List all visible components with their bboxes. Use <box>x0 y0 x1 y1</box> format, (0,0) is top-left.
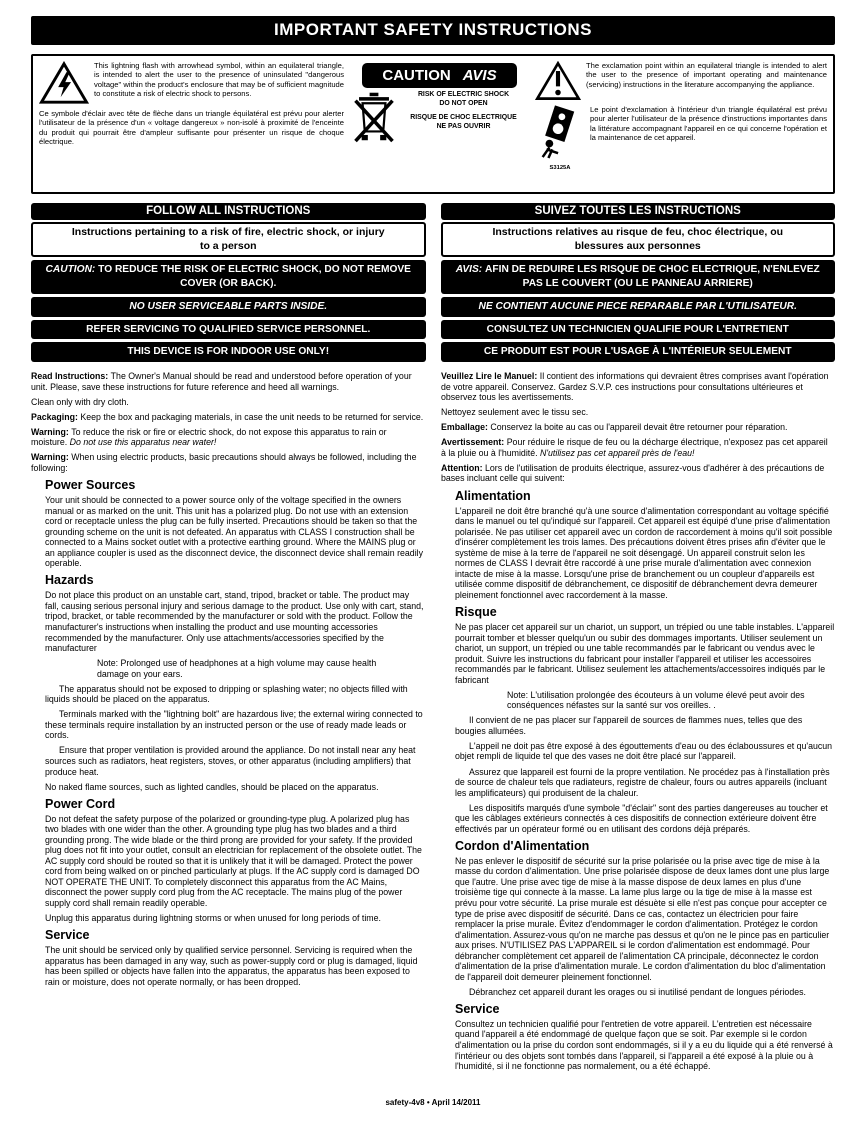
instructions-subtitle-en: Instructions pertaining to a risk of fire, electric shock, or injury to a person <box>31 222 426 257</box>
warning-statement-box: CAUTION: TO REDUCE THE RISK OF ELECTRIC SHOCK, DO NOT REMOVE COVER (OR BACK). <box>31 260 426 294</box>
body-paragraph: Ne pas placer cet appareil sur un chariot, un support, un trépied ou une table instables. L'appareil pourrait tomber et blesser quelqu'un ou subir des dommages importants. Utiliser seulement un chariot, un support, un trépied ou une table recommandés par le fabricant ou vendus avec le produit. Suivre les instructions du fabricant pour installer l'appareil et utiliser les accessoires recommandés par le fabricant. Utilisez seulement les attachements/accessoires indiqués par le fabricant <box>455 621 835 685</box>
body-paragraph: Emballage: Conservez la boite au cas ou l'appareil devait être retourner pour réparation. <box>441 422 788 433</box>
instructions-headers <box>31 203 835 362</box>
weee-bin-icon <box>352 91 396 154</box>
warning-statement-box: REFER SERVICING TO QUALIFIED SERVICE PERSONNEL. <box>31 320 426 340</box>
suivez-instructions-bar: SUIVEZ TOUTES LES INSTRUCTIONS <box>441 203 836 220</box>
care-icon-label: S3125A <box>549 165 571 171</box>
warning-statement-box: CONSULTEZ UN TECHNICIEN QUALIFIE POUR L'ENTRETIENT <box>441 320 836 340</box>
caution-word: CAUTION <box>382 67 451 84</box>
body-paragraph: Note: Prolonged use of headphones at a high volume may cause health damage on your ears. <box>97 658 377 679</box>
follow-all-instructions-bar: FOLLOW ALL INSTRUCTIONS <box>31 203 426 220</box>
exclamation-warning-section <box>535 61 827 187</box>
section-heading: Power Cord <box>45 796 116 811</box>
lightning-warning-section <box>39 61 344 187</box>
warning-statement-box: NE CONTIENT AUCUNE PIECE REPARABLE PAR L'UTILISATEUR. <box>441 297 836 317</box>
lightning-triangle-icon <box>39 61 89 105</box>
page-title: IMPORTANT SAFETY INSTRUCTIONS <box>31 16 835 45</box>
body-column-french <box>441 371 835 1076</box>
warning-statement-boxes-en <box>31 260 426 362</box>
body-paragraph: L'appeil ne doit pas être exposé à des égouttements d'eau ou des éclaboussures et qu'aucun objet rempli de liquide tel que des vases ne doit être placé sur l'appareil. <box>455 740 833 762</box>
warning-statement-box: CE PRODUIT EST POUR L'USAGE À L'INTÉRIEUR SEULEMENT <box>441 342 836 362</box>
body-paragraph: The apparatus should not be exposed to dripping or splashing water; no objects filled with liquids should be placed on the apparatus. <box>45 683 408 705</box>
body-paragraph: Assurez que lappareil est fourni de la propre ventilation. Ne procédez pas à l'installation près de source de chaleur tels que radiateurs, registre de chaleur, fours ou autres appareils (incluant les amplificateurs) qui produisent de la chaleur. <box>455 766 830 798</box>
body-paragraph: Avertissement: Pour réduire le risque de feu ou la décharge électrique, n'exposez pas cet appareil à la pluie ou à l'humidité. N'utilisez pas cet appareil près de l'eau! <box>441 437 828 458</box>
body-paragraph: Warning: When using electric products, basic precautions should always be followed, including the following: <box>31 452 417 473</box>
warning-panel <box>31 54 835 194</box>
warning-statement-box: THIS DEVICE IS FOR INDOOR USE ONLY! <box>31 342 426 362</box>
exclamation-text-fr: Le point d'exclamation à l'intérieur d'un triangle équilatéral est prévu pour alerter l'utilisateur de la présence d'instructions importantes dans la littérature accompagnant l'appareil en ce qui concerne l'opération et la maintenance de cet appareil. <box>590 105 827 142</box>
body-paragraph: L'appareil ne doit être branché qu'à une source d'alimentation correspondant au voltage spécifié dans le manuel ou tel qu'indiqué sur l'appareil. Cet appareil est équipé d'une prise d'alimentation polarisée. Ne pas utiliser cet appareil avec un cordon de raccordement à moins qu'il soit possible d'insérer complètement les trois lames. Des précautions doivent êtres prises afin d'éviter que le système de mise à la terre de l'appareil ne soit désengagé. Un appareil construit selon les normes de CLASS I devrait être raccordé à une prise murale d'alimentation avec connexion intacte de mise à la masse. Lorsqu'une prise de branchement ou un coupleur d'appareils est utilisée comme dispositif de débranchement, ce dispositif de débranchement devra demeurer pleinement fonctionnel avec raccordement à la masse. <box>455 505 833 600</box>
section-heading: Alimentation <box>455 488 531 503</box>
instructions-subtitle-fr: Instructions relatives au risque de feu, choc électrique, ou blessures aux personnes <box>441 222 836 257</box>
suivez-instructions-column <box>441 203 836 362</box>
body-paragraph: The unit should be serviced only by qualified service personnel. Servicing is required when the apparatus has been damaged in any way, such as power-supply cord or plug is damaged, liquid has been spilled or objects have fallen into the apparatus, the apparatus has been exposed to rain or moisture, does not operate normally, or has been dropped. <box>45 945 418 987</box>
section-heading: Cordon d'Alimentation <box>455 838 590 853</box>
risk-of-shock-text-fr: RISQUE DE CHOC ELECTRIQUE <box>410 113 517 121</box>
body-paragraph: Ensure that proper ventilation is provided around the appliance. Do not install near any heat sources such as radiators, heat registers, stoves, or other apparatus (including amplifiers) that produce heat. <box>45 745 416 777</box>
body-paragraph: Your unit should be connected to a power source only of the voltage specified in the owners manual or as marked on the unit. This unit has a polarized plug. Do not use with an extension cord or receptacle unless the plug can be fully inserted. Precautions should be taken so that the grounding scheme on the unit is not defeated. An apparatus with CLASS I construction shall be connected to a Mains socket outlet with a protective earthing ground. Where the MAINS plug or an appliance coupler is used as the disconnect device, the disconnect device shall remain readily operable. <box>45 494 423 569</box>
section-heading: Risque <box>455 604 497 619</box>
lightning-text-en: This lightning flash with arrowhead symbol, within an equilateral triangle, is intended to alert the user to the presence of uninsulated "dangerous voltage" within the product's enclosure that may be of sufficient magnitude to constitute a risk of electric shock to persons. <box>94 61 344 98</box>
warning-statement-box: NO USER SERVICEABLE PARTS INSIDE. <box>31 297 426 317</box>
body-paragraph: Note: L'utilisation prolongée des écouteurs à un volume élevé peut avoir des conséquences néfastes sur la santé sur vos oreilles. . <box>507 689 805 711</box>
body-paragraph: Unplug this apparatus during lightning storms or when unused for long periods of time. <box>45 913 381 924</box>
caution-section <box>352 61 527 187</box>
section-heading: Service <box>455 1001 500 1016</box>
do-not-open-text-fr: NE PAS OUVRIR <box>436 122 491 130</box>
body-paragraph: Clean only with dry cloth. <box>31 396 129 407</box>
tip-over-hazard-icon <box>538 146 582 163</box>
body-column-english <box>31 371 425 1076</box>
body-paragraph: Veuillez Lire le Manuel: Il contient des informations qui devraient êtres comprises avant l'opération de votre appareil. Conservez. Gardez S.V.P. ces instructions pour consultations ultérieures et observez tous les avertissements. <box>441 371 829 403</box>
follow-all-instructions-column <box>31 203 426 362</box>
warning-statement-boxes-fr <box>441 260 836 362</box>
avis-word: AVIS <box>462 67 497 84</box>
body-text <box>31 371 835 1076</box>
warning-statement-box: AVIS: AFIN DE REDUIRE LES RISQUE DE CHOC ELECTRIQUE, N'ENLEVEZ PAS LE COUVERT (OU LE PANNEAU ARRIERE) <box>441 260 836 294</box>
body-paragraph: Read Instructions: The Owner's Manual should be read and understood before operation of your unit. Please, save these instructions for future reference and heed all warnings. <box>31 371 412 392</box>
body-paragraph: Do not place this product on an unstable cart, stand, tripod, bracket or table. The product may fall, causing serious personal injury and serious damage to the product. Use only with cart, stand, tripod, bracket, or table recommended by the manufacturer or sold with the product. Follow the manufacturer's instructions when installing the product and use mounting accessories recommended by the manufacturer. Only use attachments/accessories specified by the manufacturer <box>45 590 424 654</box>
caution-avis-box <box>362 63 517 88</box>
body-paragraph: Nettoyez seulement avec le tissu sec. <box>441 407 589 418</box>
page-footer: safety-4v8 • April 14/2011 <box>385 1098 481 1107</box>
body-paragraph: Attention: Lors de l'utilisation de produits électrique, assurez-vous d'adhérer à des précautions de bases incluant celle qui suivent: <box>441 462 825 484</box>
exclamation-triangle-icon <box>535 61 581 101</box>
body-paragraph: Consultez un technicien qualifié pour l'entretien de votre appareil. L'entretien est nécessaire quand l'appareil a été endommagé de quelque façon que se soit. Par exemple si le cordon d'alimentation ou la prise du cordon sont endommagés, si il y a eu du liquide qui a été renversé à l'intérieur ou des objets sont tombés dans l'appareil, si l'appareil a été exposé à la pluie ou à l'humidité, si il ne fonctionne pas normalement, ou a été échappé. <box>455 1018 833 1072</box>
lightning-text-fr: Ce symbole d'éclair avec tête de flèche dans un triangle équilatéral est prévu pour alerter l'utilisateur de la présence d'un « voltage dangereux » non-isolé à proximité de l'enceinte du produit qui pourrait être d'ampleur suffisante pour présenter un risque de choque électrique. <box>39 109 344 146</box>
body-paragraph: Ne pas enlever le dispositif de sécurité sur la prise polarisée ou la prise avec tige de mise à la masse du cordon d'alimentation. Une prise polarisée dispose de deux lames dont une plus large que l'autre. Une prise avec tige de mise à la masse dispose de deux lames en plus d'une troisième tige qui connecte à la masse. La lame plus large ou la tige de mise à la masse est prévu pour votre sécurité. La prise murale est désuète si elle n'est pas conçue pour accepter ce type de prise avec dispositif de sécurité. Dans ce cas, contactez un électricien pour faire remplacer la prise murale. Évitez d'endommager le cordon d'alimentation. Protégez le cordon d'alimentation. Assurez-vous qu'on ne marche pas dessus et qu'on ne le pince pas en particulier aux prises. N'UTILISEZ PAS L'APPAREIL si le cordon d'alimentation est endommagé. Pour débrancher complètement cet appareil de l'alimentation CA principale, déconnectez le cordon d'alimentation de la prise d'alimentation murale. Le cordon d'alimentation du bloc d'alimentation de l'appareil doit demeurer pleinement fonctionnel. <box>455 855 830 982</box>
body-paragraph: Do not defeat the safety purpose of the polarized or grounding-type plug. A polarized plug has two blades with one wider than the other. A grounding type plug has two blades and a third grounding prong. The wide blade or the third prong are provided for your safety. If the provided plug does not fit into your outlet, consult an electrician for replacement of the obsolete outlet. The AC supply cord should be routed so that it is unlikely that it will be damaged. Protect the power cord from being walked on or pinched particularly at plugs. If the AC supply cord is damaged DO NOT OPERATE THE UNIT. To completely disconnect this apparatus from the AC Mains, disconnect the power supply cord plug from the AC receptacle. The mains plug of the power supply cord shall remain readily operable. <box>45 813 422 908</box>
body-paragraph: Les dispositifs marqués d'une symbole "d'éclair" sont des parties dangereuses au toucher et que les câblages extérieurs connectés à ces dispositifs de connection extérieure doivent être effectivés par un opérateur formé ou en utilisant des cordons déjà préparés. <box>455 802 828 834</box>
body-paragraph: Terminals marked with the "lightning bolt" are hazardous live; the external wiring connected to these terminals require installation by an instructed person or the use of ready made leads or cords. <box>45 709 423 741</box>
body-paragraph: Il convient de ne pas placer sur l'appareil de sources de flammes nues, telles que des bougies allumées. <box>455 715 803 736</box>
body-paragraph: Packaging: Keep the box and packaging materials, in case the unit needs to be returned for service. <box>31 411 424 422</box>
section-heading: Power Sources <box>45 477 136 492</box>
body-paragraph: Débranchez cet appareil durant les orages ou si inutilisé pendant de longues périodes. <box>469 986 806 997</box>
section-heading: Hazards <box>45 573 94 588</box>
do-not-open-text-en: DO NOT OPEN <box>439 99 488 107</box>
exclamation-text-en: The exclamation point within an equilateral triangle is intended to alert the user to the presence of important operating and maintenance (servicing) instructions in the literature accompanying the appliance. <box>586 61 827 89</box>
risk-of-shock-text-en: RISK OF ELECTRIC SHOCK <box>417 91 510 98</box>
section-heading: Service <box>45 928 90 943</box>
body-paragraph: Warning: To reduce the risk or fire or electric shock, do not expose this apparatus to rain or moisture. Do not use this apparatus near water! <box>31 426 387 448</box>
body-paragraph: No naked flame sources, such as lighted candles, should be placed on the apparatus. <box>45 781 379 792</box>
